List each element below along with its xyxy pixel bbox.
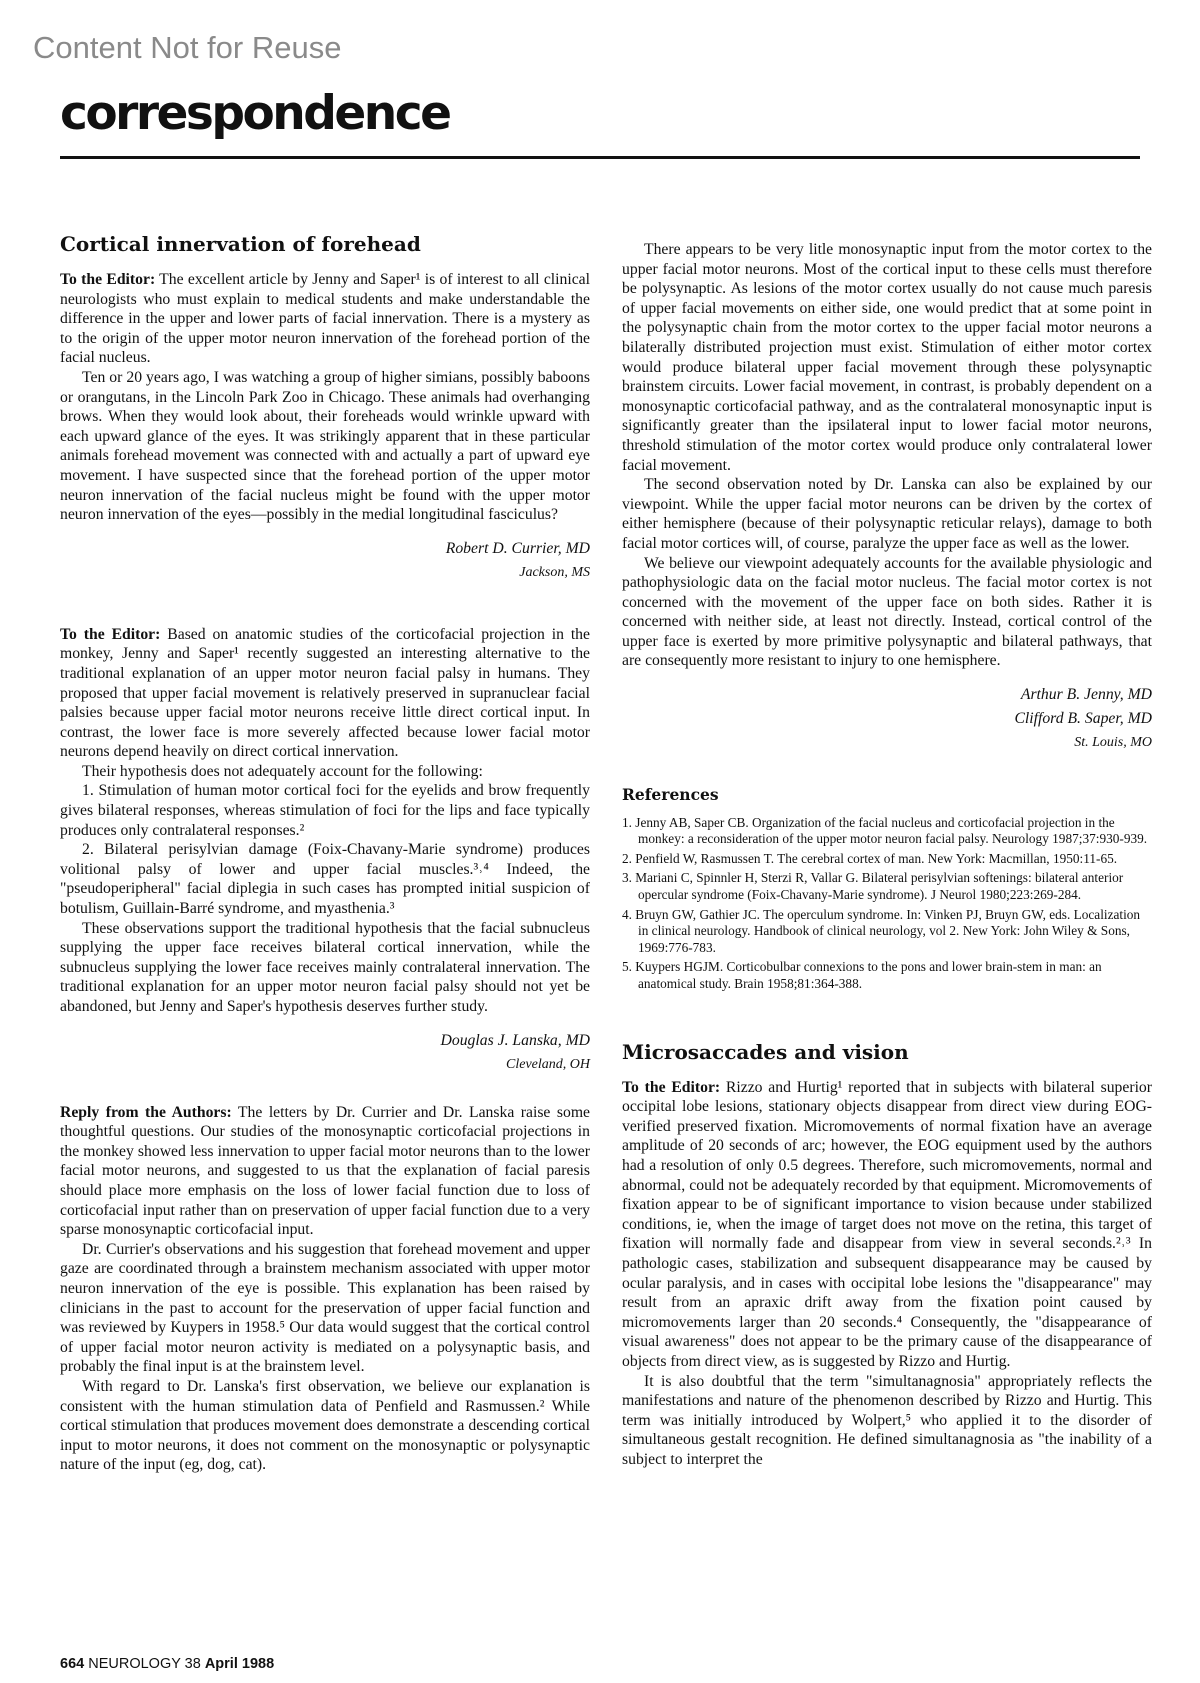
reply-paragraph: Reply from the Authors: The letters by Dr. Currier and Dr. Lanska raise some thoughtful questions. Our studies of the monosynaptic corticofacial projections in the monkey showed less innervation to upper facial motor neurons than to the lower facial motor neurons, and suggested to us that the explanation of facial paresis should place more emphasis on the loss of lower facial function due to loss of corticofacial input rather than on preservation of upper facial function due to a very sparse monosynaptic corticofacial input. [60,1103,591,1239]
reply-location: St. Louis, MO [1074,735,1152,751]
reply-lead: Reply from the Authors: [60,1103,232,1121]
letter-paragraph: To the Editor: The excellent article by Jenny and Saper¹ is of interest to all clinical neurologists who must explain to medical students and make understandable the difference in the upper and lower parts of facial innervation. There is a mystery as to the origin of the upper motor neuron innervation of the forehead portion of the facial nucleus. [60,271,590,367]
letter-lead: To the Editor: [60,625,161,643]
section-title: correspondence [60,86,450,141]
issue-date: April 1988 [204,1656,275,1672]
letter-paragraph: 2. Bilateral perisylvian damage (Foix-Chavany-Marie syndrome) produces volitional palsy of lower and upper facial muscles.³˒⁴ Indeed, the "pseudoperipheral" facial diplegia in such cases has prompted initial suspicion of botulism, Guillain-Barré syndrome, and myasthenia.³ [60,841,590,918]
reply-paragraph: We believe our viewpoint adequately accounts for the available physiologic and pathophysiologic data on the facial motor nucleus. The facial motor cortex is not concerned with the movement of the upper face on both sides. Rather it is concerned with neither side, at least not directly. Instead, cortical control of the upper face is exerted by more primitive polysynaptic and bilateral pathways, that are consequently more resistant to injury to one hemisphere. [622,554,1152,670]
letter-paragraph: These observations support the traditional hypothesis that the facial subnucleus supplying the upper face receives bilateral cortical innervation, while the subnucleus supplying the lower face receives mainly contralateral innervation. The traditional explanation for an upper motor neuron facial palsy should not yet be abandoned, but Jenny and Saper's hypothesis deserves further study. [60,919,590,1015]
reference-item: 5. Kuypers HGJM. Corticobulbar connexions to the pons and lower brain-stem in man: an anatomical study. Brain 1958;81:364-388. [622,959,1102,991]
letter-paragraph: Ten or 20 years ago, I was watching a group of higher simians, possibly baboons or orangutans, in the Lincoln Park Zoo in Chicago. These animals had overhanging brows. When they would look about, their foreheads would wrinkle upward with each upward glance of the eyes. It was strikingly apparent that in these particular animals forehead movement was connected with and actually a part of upward eye movement. I have suspected since that the forehead portion of the upper motor neuron innervation of the facial nucleus might be found with the upper motor neuron innervation of the eyes—possibly in the medial longitudinal fasciculus? [60,368,590,524]
article-title: Microsaccades and vision [622,1039,909,1064]
reply-paragraph: The second observation noted by Dr. Lanska can also be explained by our viewpoint. While the upper facial motor neurons can be driven by the cortex of either hemisphere (because of their polysynaptic reticular relays), damage to both facial motor cortices will, of course, paralyze the upper face as well as the lower. [622,476,1152,552]
reply-signature: Clifford B. Saper, MD [1014,710,1152,728]
page-footer [60,1656,274,1672]
letter-paragraph: To the Editor: Based on anatomic studies of the corticofacial projection in the monkey, Jenny and Saper¹ recently suggested an interesting alternative to the traditional explanation of an upper motor neuron facial palsy in humans. They proposed that upper facial movement is relatively preserved in supranuclear facial palsies because upper facial motor neurons receive little direct cortical input. In contrast, the lower face is more severely affected because lower facial motor neurons depend heavily on direct cortical innervation. [60,625,590,761]
watermark: Content Not for Reuse [33,30,342,65]
letter-lead: To the Editor: [60,271,156,288]
references-heading: References [622,785,719,805]
references-list [622,815,1152,993]
letter-location: Jackson, MS [519,564,590,580]
page-number: 664 [60,1656,85,1672]
article-title: Cortical innervation of forehead [60,232,421,256]
letter-paragraph: To the Editor: Rizzo and Hurtig¹ reported that in subjects with bilateral superior occipital lobe lesions, stationary objects disappear from direct view during EOG-verified preserved fixation. Micromovements of normal fixation have an average amplitude of 20 seconds of arc; however, the EOG equipment used by the authors had a resolution of only 0.5 degrees. Therefore, such micromovements, normal and abnormal, could not be adequately recorded by that equipment. Micromovements of fixation appear to be of significant importance to vision because under stabilized conditions, ie, when the image of target does not move on the retina, this target of fixation will normally fade and disappear from view in several seconds.²˒³ In pathologic cases, stabilization and subsequent disappearance may be caused by ocular paralysis, and in cases with occipital lobe lesions the "disappearance" may result from an apraxic drift away from the fixation point caused by micromovements larger than 20 seconds.⁴ Consequently, the "disappearance of visual awareness" does not appear to be the primary cause of the disappearance of objects from direct view, as is suggested by Rizzo and Hurtig. [622,1078,1152,1370]
letter-lead: To the Editor: [622,1078,721,1096]
left-column [60,232,590,1475]
letter-paragraph: It is also doubtful that the term "simultanagnosia" appropriately reflects the manifestations and nature of the phenomenon described by Rizzo and Hurtig. This term was initially introduced by Wolpert,⁵ who applied it to the disorder of simultaneous gestalt recognition. He defined simultanagnosia as "the inability of a subject to interpret the [622,1372,1152,1468]
letter-paragraph: Their hypothesis does not adequately account for the following: [82,762,483,780]
letter-signature: Robert D. Currier, MD [445,539,590,557]
journal-name: NEUROLOGY 38 [88,1656,201,1672]
right-column [622,240,1152,1469]
reference-item: 1. Jenny AB, Saper CB. Organization of the facial nucleus and corticofacial projection in the monkey: a reconsideration of the upper motor neuron facial palsy. Neurology 1987;37:930-939. [622,814,1148,847]
reply-paragraph: There appears to be very litle monosynaptic input from the motor cortex to the upper facial motor neurons. Most of the cortical input to these cells must therefore be polysynaptic. As lesions of the motor cortex usually do not cause much paresis of upper facial movements on either side, one would predict that at some point in the polysynaptic chain from the motor cortex to the upper facial motor neurons a bilaterally distributed projection must exist. Stimulation of either motor cortex would produce bilateral upper facial movement through these polysynaptic brainstem circuits. Lower facial movement, in contrast, is probably dependent on a monosynaptic corticofacial pathway, and as the contralateral monosynaptic input is significantly greater than the ipsilateral input to lower facial motor neurons, threshold stimulation of the motor cortex would produce only contralateral lower facial movement. [622,241,1152,474]
reply-paragraph: Dr. Currier's observations and his suggestion that forehead movement and upper gaze are coordinated through a brainstem mechanism associated with upper motor neuron innervation of the eye is possible. This explanation has been raised by clinicians in the past to account for the preservation of upper facial function and was reviewed by Kuypers in 1958.⁵ Our data would suggest that the cortical control of upper facial motor neuron activity is mediated on a polysynaptic basis, and probably the final input is at the brainstem level. [60,1240,590,1376]
reply-signature: Arthur B. Jenny, MD [1020,686,1152,704]
title-rule [60,156,1140,159]
reply-paragraph: With regard to Dr. Lanska's first observation, we believe our explanation is consistent with the human stimulation data of Penfield and Rasmussen.² While cortical stimulation that produces movement does demonstrate a descending cortical input to motor neurons, it does not comment on the monosynaptic or polysynaptic nature of the input (eg, dog, cat). [60,1377,590,1474]
reference-item: 4. Bruyn GW, Gathier JC. The operculum syndrome. In: Vinken PJ, Bruyn GW, eds. Localization in clinical neurology. Handbook of clinical neurology, vol 2. New York: John Wiley & Sons, 1969:776-783. [622,906,1141,955]
reference-item: 2. Penfield W, Rasmussen T. The cerebral cortex of man. New York: Macmillan, 1950:11-65. [622,850,1118,866]
letter-signature: Douglas J. Lanska, MD [440,1031,590,1049]
letter-location: Cleveland, OH [506,1056,590,1072]
letter-paragraph: 1. Stimulation of human motor cortical foci for the eyelids and brow frequently gives bilateral responses, whereas stimulation of foci for the lips and face typically produces only contralateral responses.² [60,782,590,839]
reference-item: 3. Mariani C, Spinnler H, Sterzi R, Vallar G. Bilateral perisylvian softenings: bilateral anterior opercular syndrome (Foix-Chavany-Marie syndrome). J Neurol 1980;223:269-284. [622,870,1124,903]
